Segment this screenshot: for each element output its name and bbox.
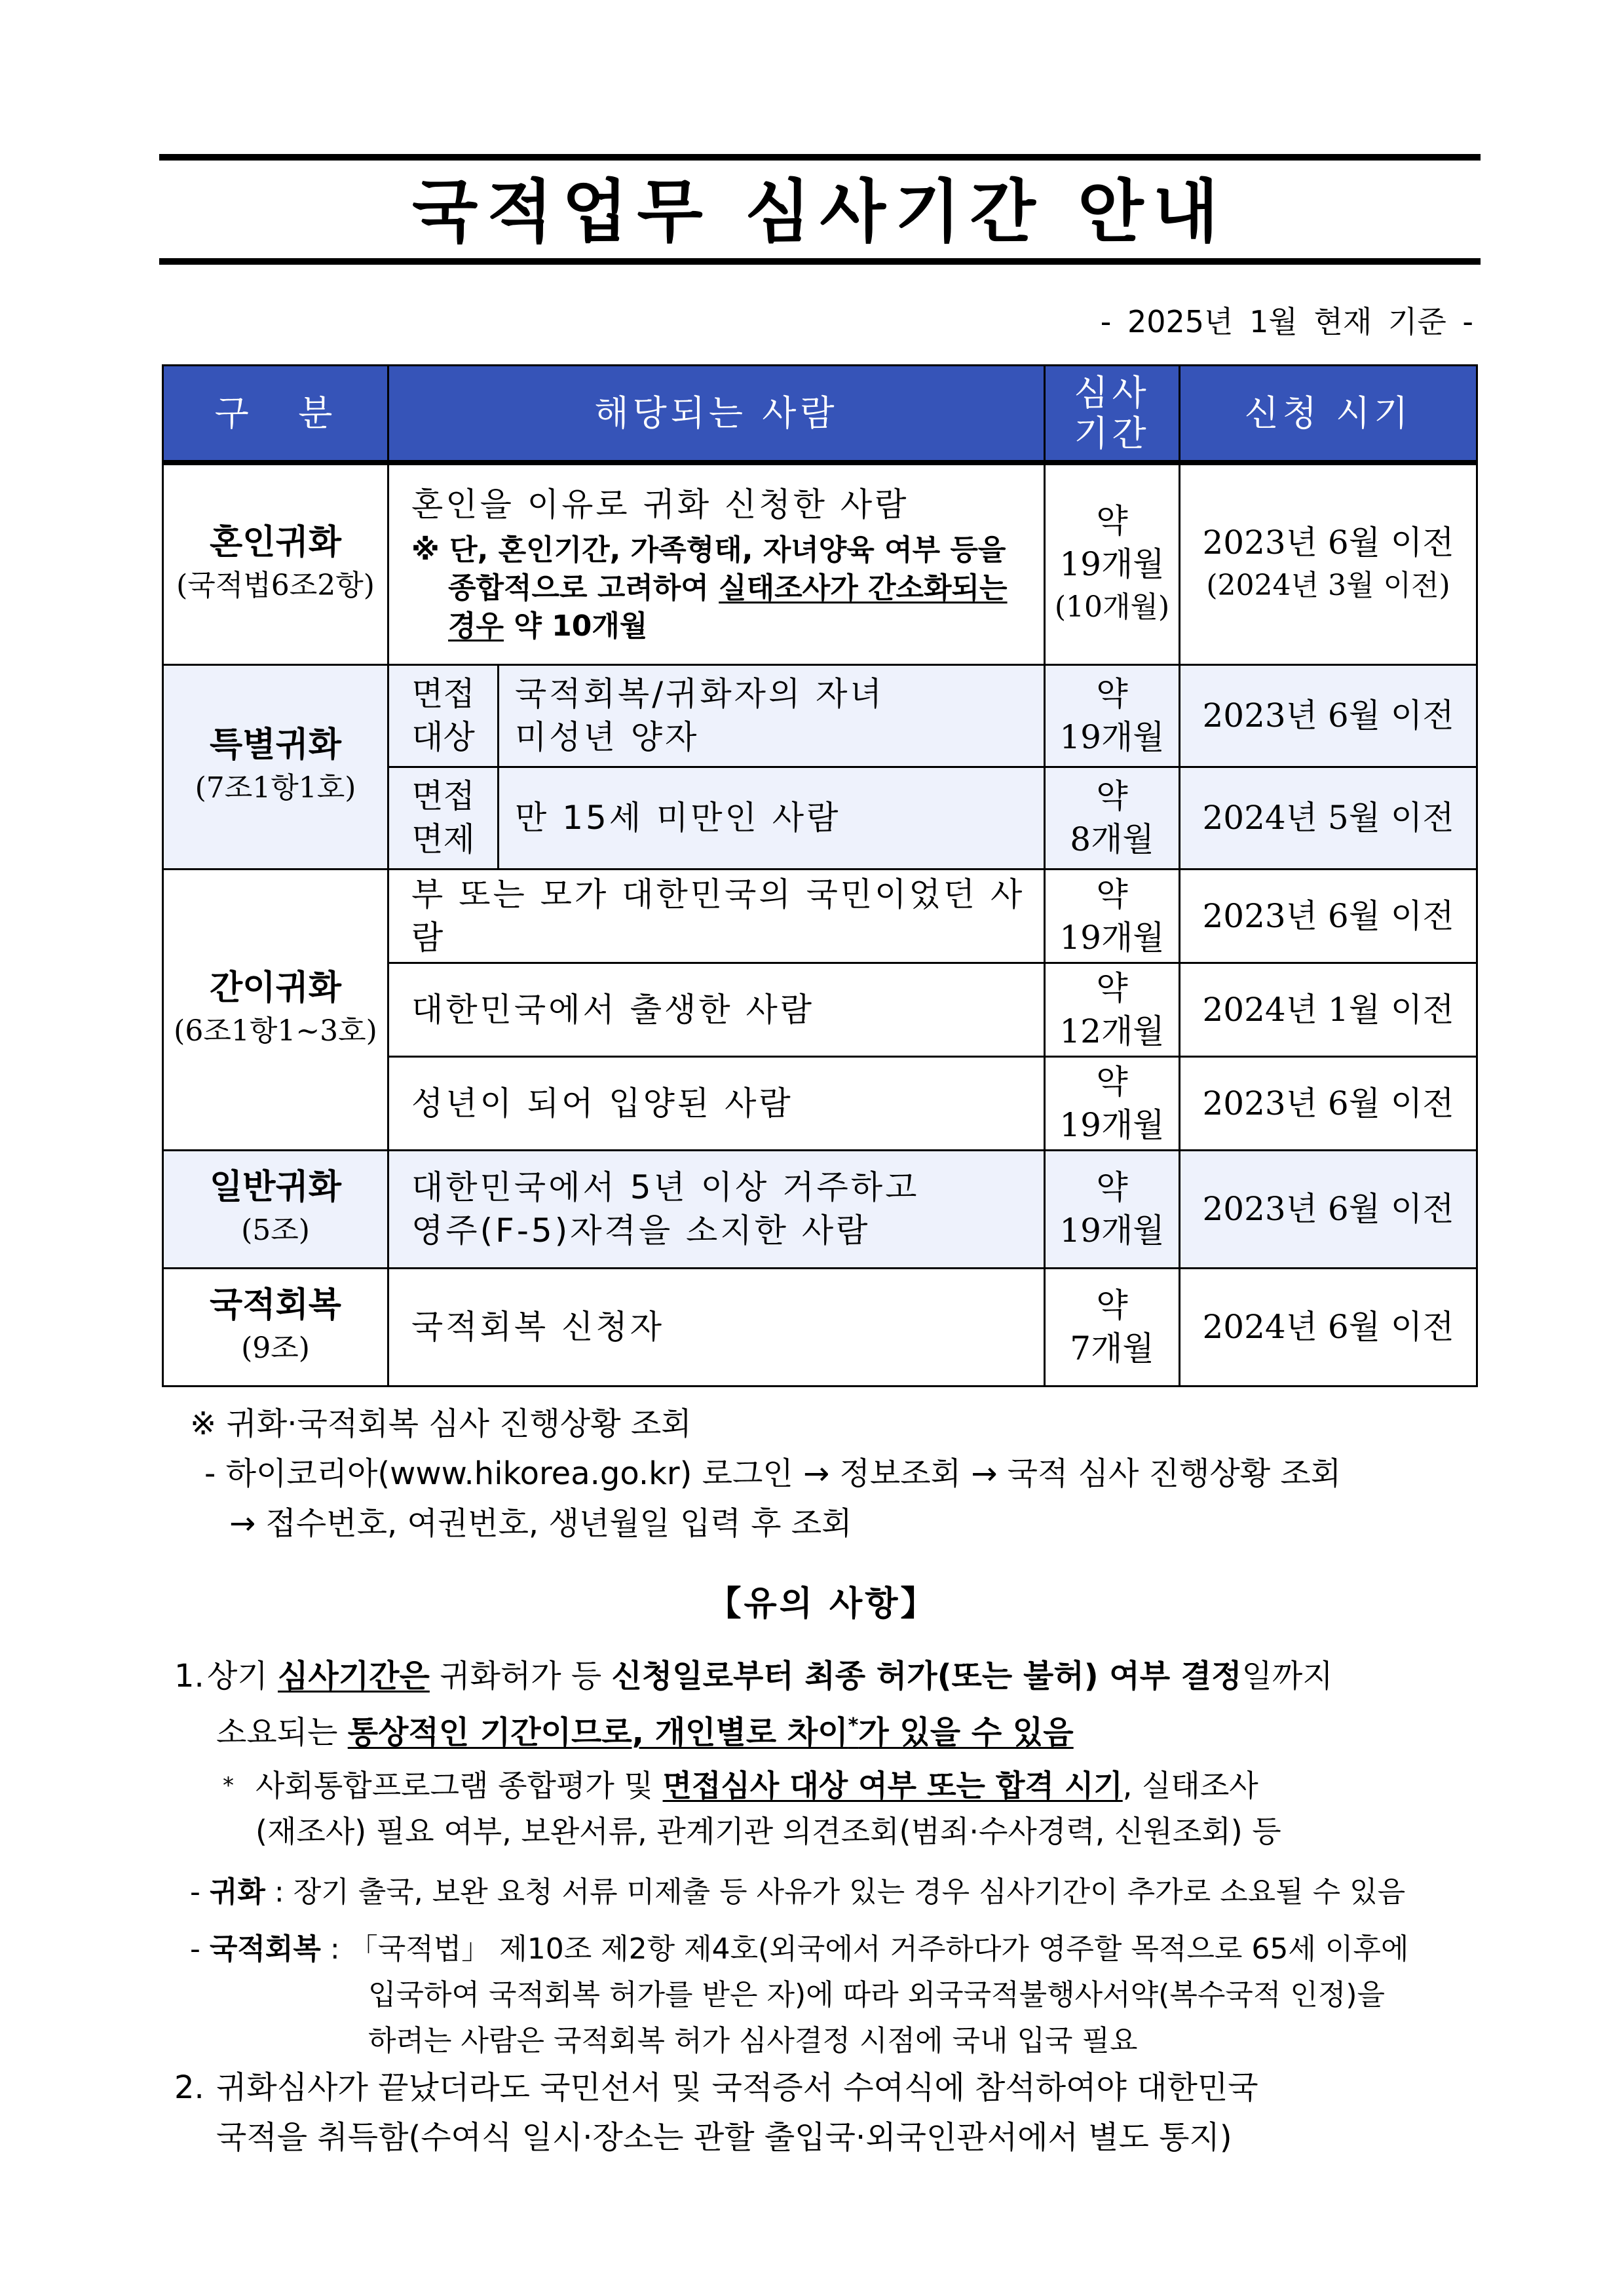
restoration-note: - 국적회복 : 「국적법」 제10조 제2항 제4호(외국에서 거주하다가 영주할 목적으로 65세 이후에 입국하여 국적회복 허가를 받은 자)에 따라 외국국적불행사서약(복수국적 인정)을 하려는 사람은 국적회복 허가 심사결정 시점에 국내 입국 필요	[190, 1932, 1409, 2057]
apply-simple-1: 2023년 6월 이전	[1180, 869, 1477, 963]
table-row	[163, 1150, 1477, 1268]
naturalization-note: - 귀화 : 장기 출국, 보완 요청 서류 미제출 등 사유가 있는 경우 심사기간이 추가로 소요될 수 있음	[190, 1875, 1406, 1909]
category-restore: 국적회복 (9조)	[163, 1268, 388, 1386]
lookup-section	[164, 1399, 1481, 1548]
who-marriage: 혼인을 이유로 귀화 신청한 사람 ※ 단, 혼인기간, 가족형태, 자녀양육 여부 등을 종합적으로 고려하여 실태조사가 간소화되는 경우 약 10개월	[388, 463, 1045, 664]
who-general: 대한민국에서 5년 이상 거주하고 영주(F-5)자격을 소지한 사람	[388, 1150, 1045, 1268]
page-title: 국적업무 심사기간 안내	[411, 172, 1228, 252]
review-period-table	[162, 364, 1478, 1387]
title-bottom-rule	[159, 258, 1481, 265]
category-special: 특별귀화 (7조1항1호)	[163, 664, 388, 869]
who-simple-2: 대한민국에서 출생한 사람	[388, 963, 1045, 1056]
category-general: 일반귀화 (5조)	[163, 1150, 388, 1268]
period-simple-3: 약 19개월	[1045, 1056, 1180, 1150]
apply-marriage: 2023년 6월 이전 (2024년 3월 이전)	[1180, 463, 1477, 664]
header-category: 구 분	[163, 366, 388, 463]
special-sub-label-1: 면접 대상	[388, 664, 499, 767]
apply-simple-3: 2023년 6월 이전	[1180, 1056, 1477, 1150]
lookup-heading: ※ 귀화·국적회복 심사 진행상황 조회	[190, 1406, 692, 1442]
note-item-2: 2. 귀화심사가 끝났더라도 국민선서 및 국적증서 수여식에 참석하여야 대한민국 국적을 취득함(수여식 일시·장소는 관할 출입국·외국인관서에서 별도 통지)	[174, 2069, 1258, 2156]
apply-general: 2023년 6월 이전	[1180, 1150, 1477, 1268]
table-row	[163, 1268, 1477, 1386]
period-general: 약 19개월	[1045, 1150, 1180, 1268]
title-top-rule	[159, 154, 1481, 161]
apply-restore: 2024년 6월 이전	[1180, 1268, 1477, 1386]
who-restore: 국적회복 신청자	[388, 1268, 1045, 1386]
marriage-note-line1: ※ 단, 혼인기간, 가족형태, 자녀양육 여부 등을	[411, 533, 1006, 567]
header-period: 심사 기간	[1045, 366, 1180, 463]
period-special-2: 약 8개월	[1045, 767, 1180, 869]
category-simple: 간이귀화 (6조1항1~3호)	[163, 869, 388, 1150]
period-simple-1: 약 19개월	[1045, 869, 1180, 963]
apply-special-1: 2023년 6월 이전	[1180, 664, 1477, 767]
who-special-2: 만 15세 미만인 사람	[499, 767, 1045, 869]
header-who: 해당되는 사람	[388, 366, 1045, 463]
lookup-line-2: → 접수번호, 여권번호, 생년월일 입력 후 조회	[229, 1505, 852, 1542]
header-apply-time: 신청 시기	[1180, 366, 1477, 463]
star-note: * 사회통합프로그램 종합평가 및 면접심사 대상 여부 또는 합격 시기, 실태조사 (재조사) 필요 여부, 보완서류, 관계기관 의견조회(범죄·수사경력, 신원조회) 등	[223, 1768, 1281, 1849]
table-row	[163, 664, 1477, 767]
category-marriage: 혼인귀화 (국적법6조2항)	[163, 463, 388, 664]
note-item-1: 1. 상기 심사기간은 귀화허가 등 신청일로부터 최종 허가(또는 불허) 여부 결정일까지 소요되는 통상적인 기간이므로, 개인별로 차이*가 있을 수 있음	[174, 1658, 1333, 1751]
who-special-1: 국적회복/귀화자의 자녀 미성년 양자	[499, 664, 1045, 767]
period-restore: 약 7개월	[1045, 1268, 1180, 1386]
special-sub-label-2: 면접 면제	[388, 767, 499, 869]
apply-simple-2: 2024년 1월 이전	[1180, 963, 1477, 1056]
notes-heading: 【유의 사항】	[707, 1584, 937, 1624]
period-simple-2: 약 12개월	[1045, 963, 1180, 1056]
who-simple-1: 부 또는 모가 대한민국의 국민이었던 사람	[388, 869, 1045, 963]
who-simple-3: 성년이 되어 입양된 사람	[388, 1056, 1045, 1150]
lookup-line-1: - 하이코리아(www.hikorea.go.kr) 로그인 → 정보조회 → 국적 심사 진행상황 조회	[204, 1455, 1342, 1492]
as-of-date: - 2025년 1월 현재 기준 -	[1100, 304, 1473, 339]
apply-special-2: 2024년 5월 이전	[1180, 767, 1477, 869]
table-row	[163, 463, 1477, 664]
table-header-row	[163, 366, 1477, 463]
table-row	[163, 869, 1477, 963]
period-special-1: 약 19개월	[1045, 664, 1180, 767]
period-marriage: 약 19개월 (10개월)	[1045, 463, 1180, 664]
